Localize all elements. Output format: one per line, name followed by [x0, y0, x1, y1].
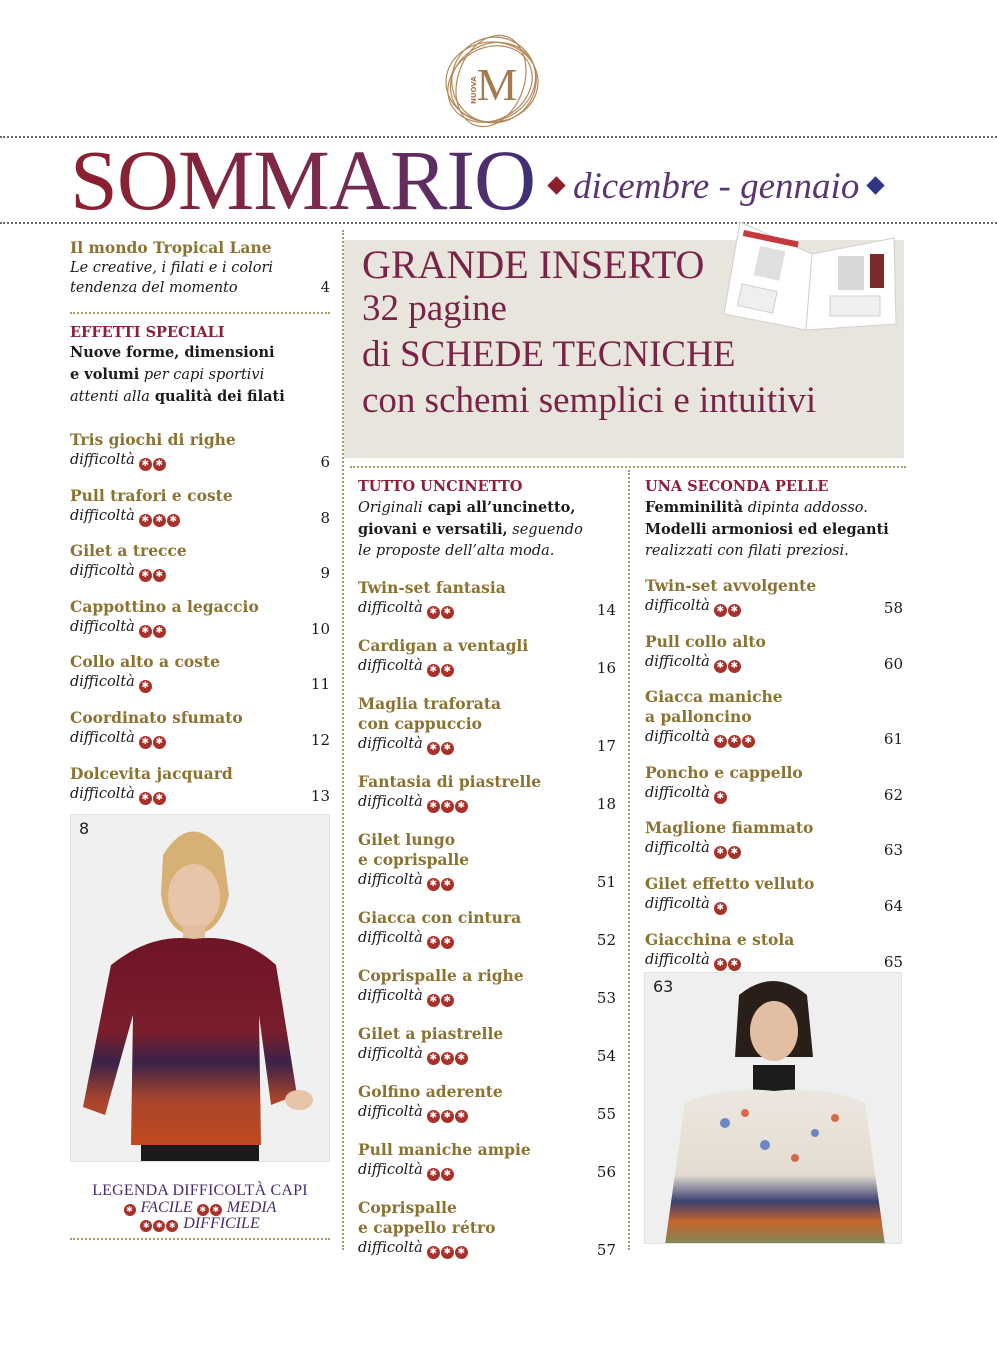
star-icon: ✱ — [139, 625, 152, 638]
difficulty-stars — [427, 794, 469, 814]
item-difficulty — [358, 928, 616, 950]
difficulty-stars — [714, 598, 742, 618]
insert-line: 32 pagine — [362, 288, 507, 329]
difficulty-stars — [714, 729, 756, 749]
item-title: Gilet lungo — [358, 830, 456, 849]
section-title: UNA SECONDA PELLE — [645, 478, 829, 495]
difficulty-label: difficoltà — [358, 1104, 423, 1120]
page-number: 8 — [320, 508, 330, 527]
star-icon: ✱ — [441, 606, 454, 619]
item-difficulty — [70, 450, 330, 472]
star-icon: ✱ — [427, 664, 440, 677]
star-icon: ✱ — [197, 1204, 209, 1216]
page-number: 18 — [596, 795, 616, 813]
item-difficulty — [358, 792, 616, 814]
list-item[interactable] — [645, 576, 903, 618]
difficulty-stars — [714, 654, 742, 674]
star-icon: ✱ — [427, 606, 440, 619]
insert-headline: GRANDE INSERTO — [362, 242, 705, 287]
difficulty-label: difficoltà — [70, 618, 135, 635]
item-title: Giacca maniche — [645, 687, 783, 707]
list-item[interactable] — [645, 632, 903, 674]
difficulty-stars — [427, 658, 455, 678]
page-number: 13 — [310, 786, 330, 805]
item-title: Giacchina e stola — [645, 929, 795, 949]
difficulty-label: difficoltà — [645, 895, 710, 912]
star-icon: ✱ — [455, 800, 468, 813]
legend-easy: FACILE — [140, 1199, 193, 1216]
page-number: 58 — [883, 599, 903, 617]
difficulty-label: difficoltà — [358, 872, 423, 888]
star-icon: ✱ — [427, 742, 440, 755]
middle-item-list — [358, 578, 616, 1260]
intro-title[interactable]: Il mondo Tropical Lane — [70, 238, 272, 257]
item-title: e coprispalle — [358, 850, 470, 869]
star-icon: ✱ — [714, 902, 727, 915]
star-icon: ✱ — [153, 569, 166, 582]
difficulty-stars — [139, 619, 167, 639]
star-icon: ✱ — [153, 458, 166, 471]
star-icon: ✱ — [441, 936, 454, 949]
page-number: 57 — [596, 1241, 616, 1259]
list-item[interactable] — [358, 694, 616, 756]
star-icon: ✱ — [153, 514, 166, 527]
difficulty-stars — [139, 674, 153, 694]
item-title: Poncho e cappello — [645, 762, 803, 782]
legend-title: LEGENDA DIFFICOLTÀ CAPI — [92, 1182, 308, 1199]
page-number: 64 — [883, 896, 903, 915]
star-icon: ✱ — [441, 742, 454, 755]
star-icon: ✱ — [153, 736, 166, 749]
star-icon: ✱ — [441, 1246, 454, 1259]
difficulty-stars — [139, 452, 167, 472]
section-title: TUTTO UNCINETTO — [358, 478, 523, 495]
list-item[interactable] — [645, 687, 903, 749]
difficulty-label: difficoltà — [645, 729, 710, 746]
intro-text — [70, 258, 330, 298]
page-number: 60 — [883, 654, 903, 673]
list-item[interactable] — [70, 597, 330, 639]
list-item[interactable] — [645, 874, 903, 916]
item-title: Maglia traforata — [358, 694, 502, 713]
page-number: 61 — [883, 730, 903, 749]
star-icon: ✱ — [427, 1246, 440, 1259]
star-icon: ✱ — [139, 680, 152, 693]
section-text-bold: Femminilità — [645, 499, 744, 516]
column-separator — [628, 470, 630, 1250]
difficulty-label: difficoltà — [645, 840, 710, 857]
svg-text:M: M — [476, 59, 518, 110]
page-number: 12 — [310, 730, 330, 749]
difficulty-stars — [427, 988, 455, 1008]
svg-text:NUOVA: NUOVA — [470, 76, 478, 104]
item-difficulty — [645, 783, 903, 805]
item-difficulty — [70, 506, 330, 528]
item-difficulty — [358, 734, 616, 756]
item-difficulty — [645, 894, 903, 916]
section-text-italic: le proposte dell’alta moda. — [358, 543, 555, 559]
model-illustration — [645, 973, 902, 1244]
item-title: Twin-set fantasia — [358, 578, 506, 597]
list-item[interactable] — [358, 1140, 616, 1182]
difficulty-stars — [139, 730, 167, 750]
star-icon: ✱ — [427, 800, 440, 813]
star-icon: ✱ — [139, 569, 152, 582]
list-item[interactable] — [645, 930, 903, 972]
page-number: 63 — [883, 841, 903, 860]
page-number: 52 — [596, 931, 616, 949]
page-title: SOMMARIO — [70, 132, 536, 228]
list-item[interactable] — [358, 1082, 616, 1124]
list-item[interactable] — [358, 1024, 616, 1066]
section-text-bold: Modelli armoniosi ed eleganti — [645, 521, 889, 538]
star-icon: ✱ — [714, 660, 727, 673]
insert-line: con schemi semplici e intuitivi — [362, 380, 817, 421]
difficulty-label: difficoltà — [645, 598, 710, 614]
page-number: 55 — [596, 1105, 616, 1123]
section-text-italic: attenti alla — [70, 389, 150, 405]
star-icon: ✱ — [455, 1052, 468, 1065]
item-title: a palloncino — [645, 707, 752, 727]
photo-page-number: 8 — [79, 819, 90, 838]
middle-column — [358, 477, 616, 1276]
section-text — [358, 497, 616, 562]
difficulty-label: difficoltà — [70, 507, 135, 524]
issue-date — [540, 165, 892, 208]
difficulty-label: difficoltà — [645, 784, 710, 801]
item-difficulty — [70, 617, 330, 639]
page-number: 17 — [596, 737, 616, 755]
right-column — [645, 477, 903, 985]
section-text-italic: per capi sportivi — [139, 367, 265, 383]
item-title: Dolcevita jacquard — [70, 763, 233, 783]
star-icon: ✱ — [728, 660, 741, 673]
item-title: Cappottino a legaccio — [70, 596, 259, 616]
list-item[interactable] — [70, 430, 330, 472]
left-item-list — [70, 430, 330, 806]
section-text-italic: seguendo — [507, 522, 583, 538]
list-item[interactable] — [358, 1198, 616, 1260]
nuova-m-logo — [436, 32, 548, 130]
star-icon: ✱ — [153, 1220, 165, 1232]
star-icon: ✱ — [714, 735, 727, 748]
item-difficulty — [358, 598, 616, 620]
section-text-italic: realizzati con filati preziosi. — [645, 543, 849, 559]
section-text-italic: Originali — [358, 500, 423, 516]
page-number: 11 — [310, 675, 330, 694]
difficulty-label: difficoltà — [358, 600, 423, 616]
star-icon: ✱ — [441, 1110, 454, 1123]
difficulty-label: difficoltà — [358, 988, 423, 1004]
difficulty-legend — [70, 1182, 330, 1240]
item-difficulty — [358, 986, 616, 1008]
difficulty-stars — [714, 952, 742, 972]
difficulty-stars — [427, 736, 455, 756]
star-icon: ✱ — [427, 1168, 440, 1181]
item-difficulty — [358, 1160, 616, 1182]
star-icon: ✱ — [427, 936, 440, 949]
difficulty-label: difficoltà — [358, 658, 423, 674]
photo-page-number: 63 — [653, 977, 674, 996]
section-text-bold: qualità dei filati — [149, 388, 285, 405]
issue-date-text: dicembre - gennaio — [573, 166, 860, 207]
difficulty-stars — [427, 1162, 455, 1182]
star-icon: ✱ — [153, 792, 166, 805]
page-number: 51 — [596, 873, 616, 891]
section-text — [70, 342, 330, 408]
difficulty-label: difficoltà — [645, 951, 710, 968]
difficulty-stars — [427, 1046, 469, 1066]
page-number: 16 — [596, 659, 616, 677]
star-icon: ✱ — [728, 846, 741, 859]
list-item[interactable] — [70, 708, 330, 750]
item-title: Collo alto a coste — [70, 652, 220, 672]
star-icon: ✱ — [210, 1204, 222, 1216]
page-number: 4 — [320, 280, 330, 296]
star-icon: ✱ — [455, 1110, 468, 1123]
item-title: Coprispalle — [358, 1198, 457, 1217]
diamond-icon — [867, 176, 885, 194]
page-number: 65 — [883, 952, 903, 971]
item-title: Gilet a piastrelle — [358, 1024, 504, 1043]
dotted-divider — [70, 1238, 330, 1240]
star-icon: ✱ — [139, 458, 152, 471]
difficulty-label: difficoltà — [358, 736, 423, 752]
item-title: Coprispalle a righe — [358, 966, 524, 985]
difficulty-stars — [427, 930, 455, 950]
difficulty-stars — [139, 508, 181, 528]
item-difficulty — [358, 870, 616, 892]
difficulty-stars — [427, 1240, 469, 1260]
item-title: Tris giochi di righe — [70, 430, 236, 449]
list-item[interactable] — [70, 652, 330, 694]
item-difficulty — [70, 784, 330, 806]
item-title: Cardigan a ventagli — [358, 636, 529, 655]
star-icon: ✱ — [714, 958, 727, 971]
item-difficulty — [358, 1102, 616, 1124]
star-icon: ✱ — [728, 604, 741, 617]
item-title: Gilet effetto velluto — [645, 873, 815, 893]
model-photo-red-sweater — [70, 814, 330, 1162]
item-difficulty — [645, 727, 903, 749]
list-item[interactable] — [70, 541, 330, 583]
diamond-icon — [547, 176, 565, 194]
intro-line: tendenza del momento — [70, 280, 238, 296]
page-number: 9 — [320, 564, 330, 583]
legend-hard: DIFFICILE — [183, 1215, 260, 1232]
item-title: Pull trafori e coste — [70, 485, 233, 505]
star-icon: ✱ — [166, 1220, 178, 1232]
star-icon: ✱ — [714, 604, 727, 617]
legend-line — [70, 1216, 330, 1232]
model-photo-white-sweater — [644, 972, 902, 1244]
difficulty-label: difficoltà — [358, 1046, 423, 1062]
intro-line: Le creative, i filati e i colori — [70, 260, 274, 276]
star-icon: ✱ — [139, 792, 152, 805]
item-difficulty — [358, 1238, 616, 1260]
item-difficulty — [70, 561, 330, 583]
difficulty-label: difficoltà — [70, 452, 135, 468]
list-item[interactable] — [645, 763, 903, 805]
page-number: 62 — [883, 785, 903, 804]
star-icon: ✱ — [728, 735, 741, 748]
dotted-divider — [350, 466, 906, 468]
item-difficulty — [358, 656, 616, 678]
dotted-divider — [70, 312, 330, 314]
star-icon: ✱ — [728, 958, 741, 971]
difficulty-label: difficoltà — [358, 930, 423, 946]
item-difficulty — [645, 838, 903, 860]
difficulty-label: difficoltà — [70, 674, 135, 691]
star-icon: ✱ — [441, 800, 454, 813]
model-illustration — [71, 815, 330, 1162]
star-icon: ✱ — [153, 625, 166, 638]
star-icon: ✱ — [139, 514, 152, 527]
item-difficulty — [645, 652, 903, 674]
star-icon: ✱ — [455, 1246, 468, 1259]
star-icon: ✱ — [441, 878, 454, 891]
star-icon: ✱ — [167, 514, 180, 527]
section-text-bold: giovani e versatili, — [358, 521, 508, 538]
star-icon: ✱ — [714, 846, 727, 859]
star-icon: ✱ — [441, 664, 454, 677]
difficulty-stars — [139, 786, 167, 806]
left-column — [70, 238, 330, 819]
difficulty-label: difficoltà — [358, 794, 423, 810]
list-item[interactable] — [70, 764, 330, 806]
difficulty-label: difficoltà — [70, 729, 135, 746]
list-item[interactable] — [358, 830, 616, 892]
section-title: EFFETTI SPECIALI — [70, 324, 225, 341]
difficulty-label: difficoltà — [358, 1162, 423, 1178]
star-icon: ✱ — [427, 1052, 440, 1065]
difficulty-label: difficoltà — [70, 563, 135, 580]
star-icon: ✱ — [427, 994, 440, 1007]
legend-medium: MEDIA — [226, 1199, 277, 1216]
difficulty-label: difficoltà — [358, 1240, 423, 1256]
item-title: e cappello rétro — [358, 1218, 496, 1237]
list-item[interactable] — [358, 578, 616, 620]
item-title: Maglione fiammato — [645, 818, 814, 838]
star-icon: ✱ — [441, 1052, 454, 1065]
list-item[interactable] — [358, 772, 616, 814]
section-text — [645, 497, 903, 562]
difficulty-stars — [714, 840, 742, 860]
insert-line: di SCHEDE TECNICHE — [362, 334, 736, 375]
open-magazine-image — [720, 214, 900, 334]
star-icon: ✱ — [427, 1110, 440, 1123]
page-number: 54 — [596, 1047, 616, 1065]
item-difficulty — [70, 728, 330, 750]
list-item[interactable] — [358, 636, 616, 678]
page-number: 56 — [596, 1163, 616, 1181]
star-icon: ✱ — [139, 736, 152, 749]
right-item-list — [645, 576, 903, 972]
item-title: Golfino aderente — [358, 1082, 503, 1101]
difficulty-label: difficoltà — [645, 653, 710, 670]
legend-line — [70, 1200, 330, 1216]
list-item[interactable] — [358, 908, 616, 950]
item-title: Twin-set avvolgente — [645, 576, 817, 595]
item-difficulty — [645, 596, 903, 618]
star-icon: ✱ — [742, 735, 755, 748]
star-icon: ✱ — [427, 878, 440, 891]
star-icon: ✱ — [140, 1220, 152, 1232]
page-number: 10 — [310, 619, 330, 638]
item-title: con cappuccio — [358, 714, 482, 733]
item-title: Fantasia di piastrelle — [358, 772, 542, 791]
difficulty-stars — [427, 1104, 469, 1124]
page-number: 6 — [320, 453, 330, 471]
section-text-bold: capi all’uncinetto, — [422, 499, 576, 516]
difficulty-stars — [714, 785, 728, 805]
item-title: Pull collo alto — [645, 631, 766, 651]
item-title: Giacca con cintura — [358, 908, 522, 927]
difficulty-stars — [427, 600, 455, 620]
item-title: Pull maniche ampie — [358, 1140, 531, 1159]
list-item[interactable] — [645, 818, 903, 860]
star-icon: ✱ — [124, 1204, 136, 1216]
item-difficulty — [70, 672, 330, 694]
section-text-bold: Nuove forme, dimensioni — [70, 344, 275, 361]
page-number: 14 — [596, 601, 616, 619]
item-difficulty — [358, 1044, 616, 1066]
difficulty-stars — [427, 872, 455, 892]
difficulty-label: difficoltà — [70, 785, 135, 802]
star-icon: ✱ — [714, 791, 727, 804]
section-text-italic: dipinta addosso. — [743, 500, 868, 516]
star-icon: ✱ — [441, 994, 454, 1007]
difficulty-stars — [139, 563, 167, 583]
list-item[interactable] — [70, 486, 330, 528]
item-difficulty — [645, 950, 903, 972]
star-icon: ✱ — [441, 1168, 454, 1181]
section-text-bold: e volumi — [70, 366, 140, 383]
item-title: Gilet a trecce — [70, 541, 187, 561]
list-item[interactable] — [358, 966, 616, 1008]
item-title: Coordinato sfumato — [70, 707, 243, 727]
page-number: 53 — [596, 989, 616, 1007]
difficulty-stars — [714, 896, 728, 916]
